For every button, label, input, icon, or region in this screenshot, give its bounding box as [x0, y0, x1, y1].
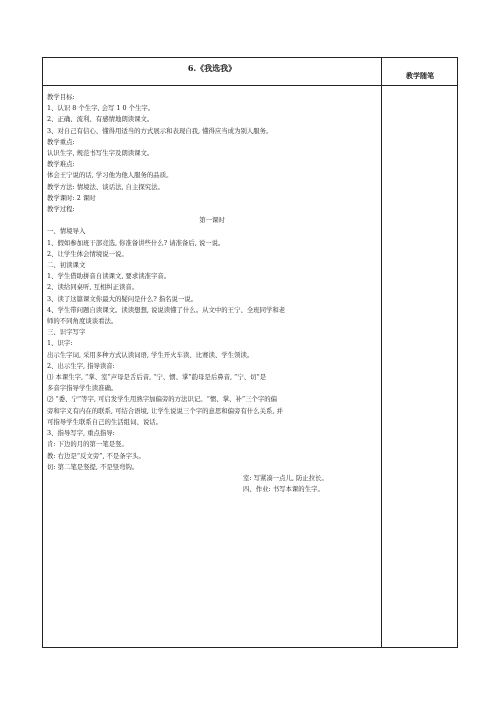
text-line: 肯: 下边的月的第一笔是竖。	[47, 440, 128, 449]
text-line: 2、出示生字, 指导读音:	[47, 361, 115, 370]
text-line: 一、情境导入	[47, 227, 86, 236]
text-line: 四、作业: 书写本课的生字。	[243, 485, 324, 494]
text-line: 4、学生带问题自读课文。读读想想, 说说读懂了什么。从文中的王宁、全班同学和老	[47, 305, 286, 314]
text-line: 教学课时: 2 课时	[47, 193, 96, 202]
lesson-plan-table	[42, 57, 458, 648]
text-line: 教学难点:	[47, 160, 75, 169]
text-line: 2、正确、流利、有感情地朗读课文。	[47, 115, 154, 124]
text-line: 二、初读课文	[47, 261, 86, 270]
text-line: 可指导学生联系自己的生活组词、说话。	[47, 417, 163, 426]
text-line: 师的不同角度谈谈看法。	[47, 317, 118, 326]
text-line: 1、识字:	[47, 339, 73, 348]
text-line: 1、学生借助拼音自读课文, 要求读准字音。	[47, 272, 171, 281]
text-line: 出示生字词, 采用多种方式认读词语, 学生开火车读、比赛读、学生领读。	[47, 350, 254, 359]
notes-column-header: 教学随笔	[406, 72, 434, 80]
text-line: 多音字指导学生读准确。	[47, 384, 118, 393]
text-line: 教学目标:	[47, 93, 75, 101]
text-line: 2、让学生体会情境说一说。	[47, 249, 128, 258]
text-line: 教: 右边是“反文旁”, 不是条字头。	[47, 451, 145, 460]
lesson-body	[47, 92, 377, 495]
text-line: ⑵ “委、宁”等字, 可启发学生用熟字加偏旁的方法识记。“惯、掌、补”三个字的偏	[47, 395, 278, 404]
text-line: 3、读了这篇课文你最大的疑问是什么? 指名说一说。	[47, 294, 198, 303]
text-line: 2、读给同桌听, 互相纠正读音。	[47, 283, 139, 292]
text-line: 1、认识 8 个生字, 会写 1 0 个生字。	[47, 104, 155, 113]
text-line: 3、指导写字, 重点指导:	[47, 429, 115, 438]
text-line: 旁和字义有内在的联系, 可结合语境, 让学生说说三个字的意思和偏旁有什么关系, 并	[47, 406, 283, 415]
text-line: 认识生字, 规范书写生字及朗读课文。	[47, 149, 154, 158]
text-line: ⑴ 本课生字, “掌、室”声母是舌后音, “宁、惯、掌”韵母是后鼻音, “宁、切”是	[47, 373, 267, 382]
text-line: 室: 写紧凑一点儿, 防止拉长。	[243, 473, 328, 482]
lesson-title: 6.《我选我》	[187, 63, 237, 73]
text-line: 教学重点:	[47, 137, 75, 146]
section-heading: 第一课时	[199, 216, 225, 225]
text-line: 教学方法: 情境法、谈话法, 自主探究法。	[47, 182, 164, 191]
text-line: 1、假如参加班干部竞选, 你准备讲些什么? 请准备后, 说一说。	[47, 238, 225, 247]
text-line: 切: 第二笔是竖提, 不是竖弯钩。	[47, 462, 139, 471]
text-line: 教学过程:	[47, 205, 75, 214]
header-divider	[43, 85, 457, 86]
text-line: 3、对自己有信心、懂得用适当的方式展示和表现自我, 懂得应当成为别人服务。	[47, 126, 273, 135]
text-line: 三、识字写字	[47, 328, 86, 337]
text-line: 体会王宁说的话, 学习他为他人服务的品质。	[47, 171, 173, 180]
column-divider	[381, 58, 382, 647]
